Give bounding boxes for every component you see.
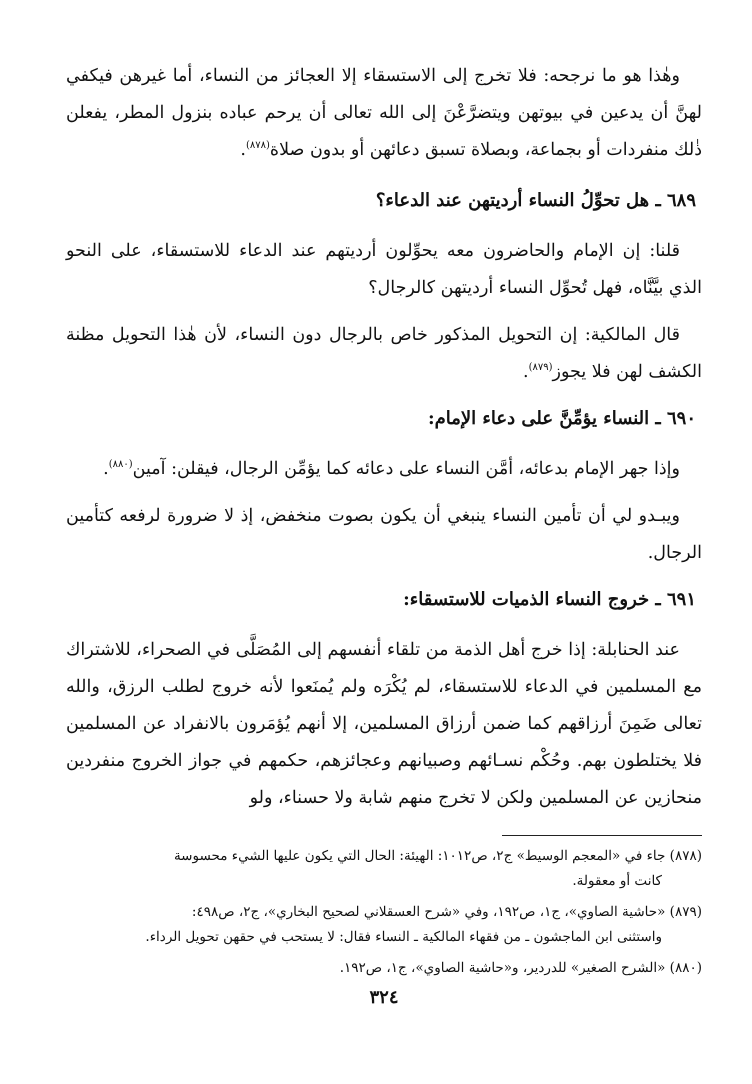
footnote-ref-878[interactable]: (٨٧٨) — [245, 140, 270, 152]
footnote-880: (٨٨٠) «الشرح الصغير» للدردير، و«حاشية الصاوي»، ج١، ص١٩٢. — [339, 960, 702, 976]
paragraph-ameen: وإذا جهر الإمام بدعائه، أمَّن النساء على دعائه كما يؤمِّن الرجال، فيقلن: آمين$^{(٨٨٠)}$. — [103, 459, 680, 479]
paragraph-preference: وهٰذا هو ما نرجحه: فلا تخرج إلى الاستسقاء إلا العجائز من النساء، أما غيرهن فيكفي لهنَّ أن يدعين في بيوتهن ويتضرَّعْنَ إلى الله تعالى أن يرحم عباده بنزول المطر، يفعلن ذٰلك منفردات أو بجماعة، وبصلاة تسبق دعائهن أو بدون صلاة$^{(٨٧٨)}$. — [66, 66, 702, 160]
paragraph-text: وهٰذا هو ما نرجحه: فلا تخرج إلى الاستسقاء إلا العجائز من النساء، أما غيرهن فيكفي لهنَّ أن يدعين في بيوتهن ويتضرَّعْنَ إلى الله تعالى أن يرحم عباده بنزول المطر، يفعلن ذٰلك منفردات أو بجماعة، وبصلاة تسبق دعائهن أو بدون صلاة — [66, 66, 702, 160]
footnote-line: (٨٧٩) «حاشية الصاوي»، ج١، ص١٩٢، وفي «شرح العسقلاني لصحيح البخاري»، ج٢، ص٤٩٨: — [191, 904, 702, 920]
paragraph-text: قال المالكية: إن التحويل المذكور خاص بالرجال دون النساء، لأن هٰذا التحويل مظنة الكشف لهن فلا يجوز — [66, 325, 702, 382]
footnote-line: (٨٧٨) جاء في «المعجم الوسيط» ج٢، ص١٠١٢: الهيئة: الحال التي يكون عليها الشيء محسوسة — [173, 848, 702, 864]
paragraph-hanbali: عند الحنابلة: إذا خرج أهل الذمة من تلقاء أنفسهم إلى المُصَلَّى في الصحراء، للاشتراك مع المسلمين في الدعاء للاستسقاء، لم يُكْرَه ولم يُمنَعوا لأنه خروج لطلب الرزق، والله تعالى ضَمِنَ أرزاقهم كما ضمن أرزاق المسلمين، إلا أنهم يُؤمَرون بالانفراد عن المسلمين فلا يختلطون بهم. وحُكْم نسـائهم وصبيانهم وعجائزهم، حكمهم في جواز الخروج منفردين منحازين عن المسلمين ولكن لا تخرج منهم شابة ولا حسناء، ولو — [66, 640, 702, 808]
paragraph-opinion: ويبـدو لي أن تأمين النساء ينبغي أن يكون بصوت منخفض، إذ لا ضرورة لرفعه كتأمين الرجال. — [66, 506, 702, 563]
section-heading-689: ٦٨٩ ـ هل تحوِّلُ النساء أرديتهن عند الدعاء؟ — [375, 190, 696, 211]
paragraph-text: وإذا جهر الإمام بدعائه، أمَّن النساء على دعائه كما يؤمِّن الرجال، فيقلن: آمين — [132, 459, 680, 479]
footnote-878 — [66, 844, 702, 894]
footnote-line: كانت أو معقولة. — [572, 873, 662, 889]
paragraph-question: قلنا: إن الإمام والحاضرون معه يحوِّلون أرديتهم عند الدعاء للاستسقاء، على النحو الذي بيَّنَّاه، فهل تُحوِّل النساء أرديتهن كالرجال؟ — [66, 241, 702, 298]
book-page — [66, 58, 702, 1064]
footnote-ref-880[interactable]: (٨٨٠) — [108, 459, 133, 471]
footnote-divider — [502, 835, 702, 836]
section-heading-691: ٦٩١ ـ خروج النساء الذميات للاستسقاء: — [403, 589, 696, 610]
footnote-ref-879[interactable]: (٨٧٩) — [528, 362, 553, 374]
footnote-line: واستثنى ابن الماجشون ـ من فقهاء المالكية ـ النساء فقال: لا يستحب في حقهن تحويل الرداء. — [145, 929, 662, 945]
paragraph-maliki: قال المالكية: إن التحويل المذكور خاص بالرجال دون النساء، لأن هٰذا التحويل مظنة الكشف لهن فلا يجوز$^{(٨٧٩)}$. — [66, 325, 702, 382]
page-number: ٣٢٤ — [369, 987, 399, 1008]
section-heading-690: ٦٩٠ ـ النساء يؤمِّنَّ على دعاء الإمام: — [427, 408, 696, 429]
footnote-879 — [66, 900, 702, 950]
